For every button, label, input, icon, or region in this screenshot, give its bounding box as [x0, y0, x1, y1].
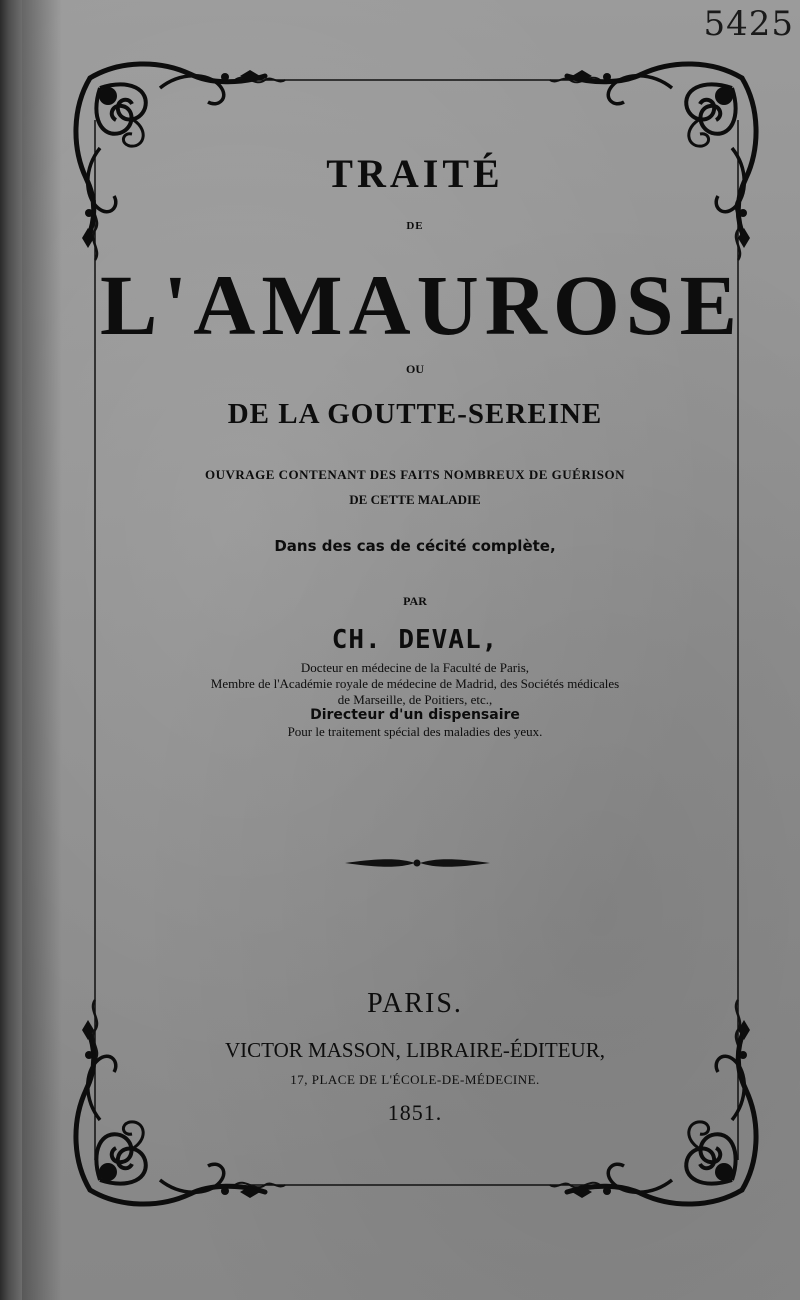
author-par: PAR [403, 594, 427, 608]
alternate-title: DE LA GOUTTE-SEREINE [227, 398, 603, 430]
author-director: Directeur d'un dispensaire [310, 707, 520, 723]
catalog-stamp: 5425 [703, 4, 794, 44]
title-ou: OU [406, 362, 424, 376]
imprint-address: 17, PLACE DE L'ÉCOLE-DE-MÉDECINE. [290, 1072, 540, 1087]
author-credential-1: Docteur en médecine de la Faculté de Paris, [300, 660, 530, 675]
author-credential-3: de Marseille, de Poitiers, etc., [337, 692, 493, 707]
page-title: L'AMAUROSE [100, 257, 743, 353]
imprint-year: 1851. [387, 1100, 443, 1125]
subtitle-line-3: Dans des cas de cécité complète, [274, 537, 556, 555]
imprint-city: PARIS. [367, 988, 463, 1019]
subtitle-line-1: OUVRAGE CONTENANT DES FAITS NOMBREUX DE GUÉRISON [204, 467, 626, 482]
author-name: CH. DEVAL, [331, 625, 499, 655]
title-traite: TRAITÉ [326, 151, 504, 196]
imprint-publisher: VICTOR MASSON, LIBRAIRE-ÉDITEUR, [225, 1038, 605, 1062]
subtitle-line-2: DE CETTE MALADIE [349, 492, 481, 507]
author-credential-2: Membre de l'Académie royale de médecine de Madrid, des Sociétés médicales [210, 676, 620, 691]
rule-ornament-icon [345, 859, 490, 867]
author-treatment: Pour le traitement spécial des maladies des yeux. [287, 724, 543, 739]
title-de: DE [406, 220, 424, 232]
